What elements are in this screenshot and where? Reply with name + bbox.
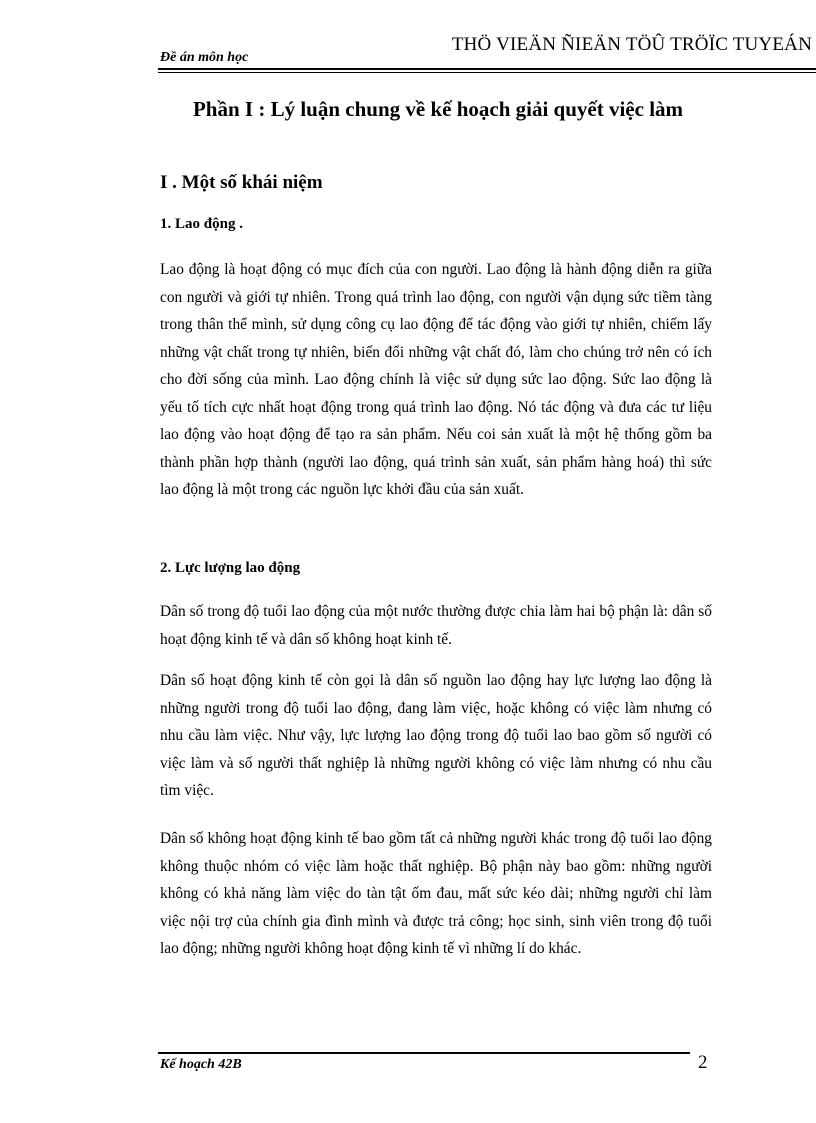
header-watermark: THÖ VIEÄN ÑIEÄN TÖÛ TRÖÏC TUYEÁN <box>451 34 812 55</box>
subsection-heading-labor-force: 2. Lực lượng lao động <box>160 560 301 576</box>
section-heading: I . Một số khái niệm <box>160 172 323 193</box>
header-rule-thin <box>158 72 816 73</box>
header-course-title: Đề án môn học <box>160 50 249 65</box>
page-title: Phần I : Lý luận chung về kế hoạch giải quyết việc làm <box>192 97 684 121</box>
page-number: 2 <box>698 1052 708 1073</box>
header-rule <box>158 68 816 70</box>
paragraph-inactive-population: Dân số không hoạt động kinh tế bao gồm tất cả những người khác trong độ tuổi lao động không thuộc nhóm có việc làm hoặc thất nghiệp. Bộ phận này bao gồm: những người không có khả năng làm việc do tàn tật ốm đau, mất sức kéo dài; những người chỉ làm việc nội trợ của chính gia đình mình và được trả công; học sinh, sinh viên trong độ tuổi lao động; những người không hoạt động kinh tế vì những lí do khác. <box>160 830 712 957</box>
paragraph-active-population: Dân số hoạt động kinh tế còn gọi là dân số nguồn lao động hay lực lượng lao động là những người trong độ tuổi lao động, đang làm việc, hoặc không có việc làm nhưng có nhu cầu làm việc. Như vậy, lực lượng lao động trong độ tuổi lao bao gồm số người có việc làm và số người thất nghiệp là những người không có việc làm nhưng có nhu cầu tìm việc. <box>160 672 712 799</box>
paragraph-labor: Lao động là hoạt động có mục đích của con người. Lao động là hành động diễn ra giữa con người và giới tự nhiên. Trong quá trình lao động, con người vận dụng sức tiềm tàng trong thân thể mình, sử dụng công cụ lao động để tác động vào giới tự nhiên, chiếm lấy những vật chất trong tự nhiên, biến đổi những vật chất đó, làm cho chúng trở nên có ích cho đời sống của mình. Lao động chính là việc sử dụng sức lao động. Sức lao động là yếu tố tích cực nhất hoạt động trong quá trình lao động. Nó tác động và đưa các tư liệu lao động vào hoạt động để tạo ra sản phẩm. Nếu coi sản xuất là một hệ thống gồm ba thành phần hợp thành (người lao động, quá trình sản xuất, sản phẩm hàng hoá) thì sức lao động là một trong các nguồn lực khởi đầu của sản xuất. <box>160 261 712 498</box>
footer-rule <box>158 1052 690 1054</box>
paragraph-population-split: Dân số trong độ tuổi lao động của một nước thường được chia làm hai bộ phận là: dân số hoạt động kinh tế và dân số không hoạt kinh tế. <box>160 603 712 648</box>
footer-class-label: Kế hoạch 42B <box>160 1057 242 1072</box>
subsection-heading-labor: 1. Lao động . <box>160 216 243 232</box>
